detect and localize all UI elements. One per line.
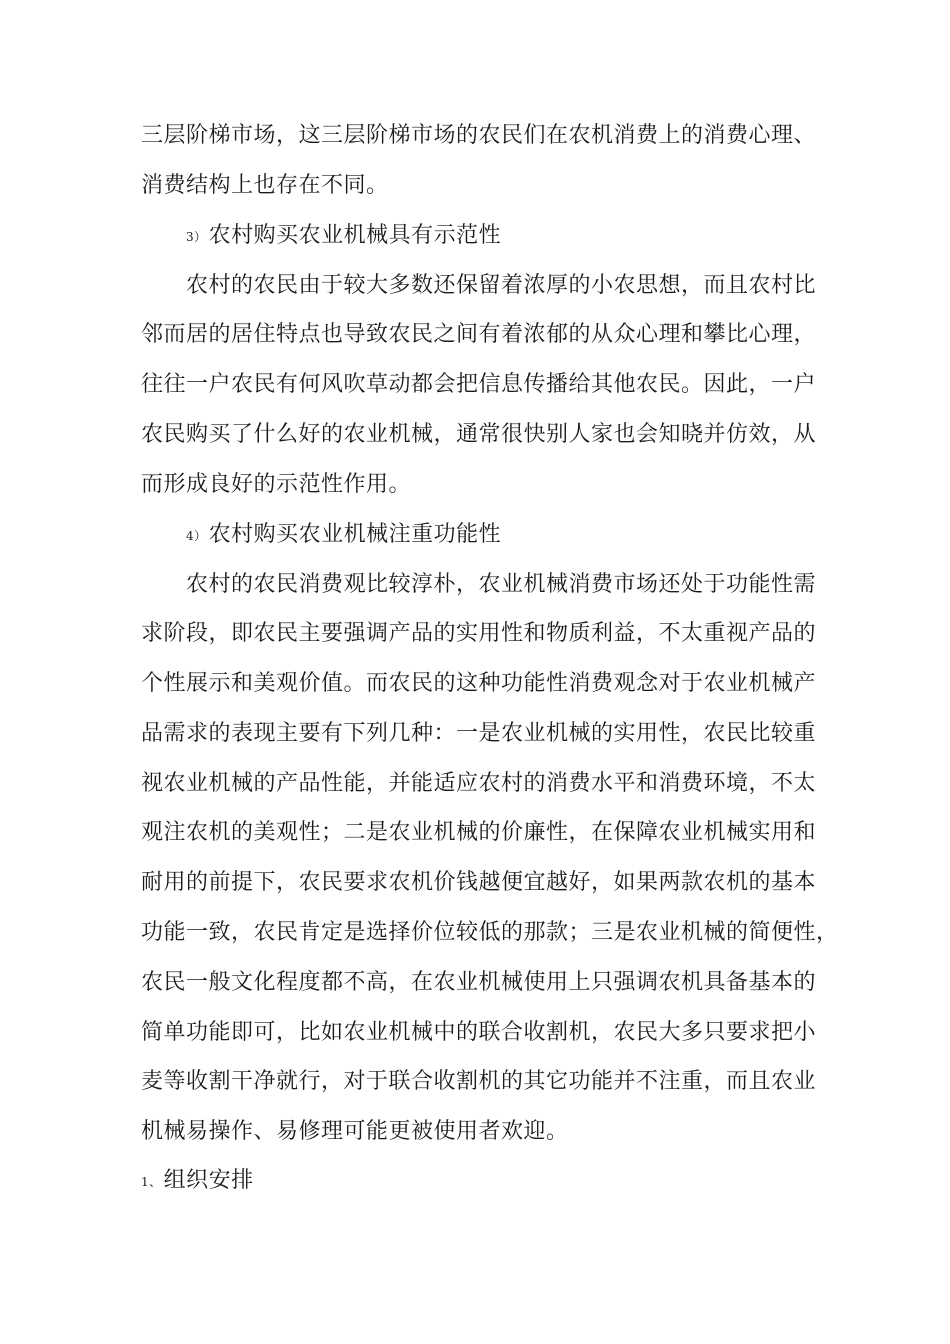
heading-text: 农村购买农业机械注重功能性 (208, 522, 502, 547)
paragraph-line: 品需求的表现主要有下列几种：一是农业机械的实用性，农民比较重 (141, 721, 817, 746)
heading-number: 3） (186, 230, 207, 244)
paragraph-line: 而形成良好的示范性作用。 (141, 472, 412, 497)
paragraph-line: 功能一致，农民肯定是选择价位较低的那款；三是农业机械的简便性， (141, 920, 839, 945)
paragraph-line: 个性展示和美观价值。而农民的这种功能性消费观念对于农业机械产 (141, 671, 817, 696)
paragraph-line: 农民购买了什么好的农业机械，通常很快别人家也会知晓并仿效，从 (141, 422, 817, 447)
paragraph-line: 农村的农民由于较大多数还保留着浓厚的小农思想，而且农村比 (186, 273, 817, 298)
paragraph-line: 耐用的前提下，农民要求农机价钱越便宜越好，如果两款农机的基本 (141, 870, 817, 895)
paragraph-line: 邻而居的居住特点也导致农民之间有着浓郁的从众心理和攀比心理， (141, 322, 817, 347)
paragraph-line: 消费结构上也存在不同。 (141, 173, 389, 198)
paragraph-line: 求阶段，即农民主要强调产品的实用性和物质利益，不太重视产品的 (141, 621, 817, 646)
subheading-4 (186, 520, 501, 551)
subheading-3 (186, 221, 501, 252)
section-title: 组织安排 (163, 1168, 254, 1193)
heading-text: 农村购买农业机械具有示范性 (208, 223, 502, 248)
paragraph-line: 观注农机的美观性；二是农业机械的价廉性，在保障农业机械实用和 (141, 820, 817, 845)
heading-number: 4） (186, 529, 207, 543)
paragraph-line: 往往一户农民有何风吹草动都会把信息传播给其他农民。因此，一户 (141, 372, 817, 397)
paragraph-line: 机械易操作、易修理可能更被使用者欢迎。 (141, 1119, 569, 1144)
paragraph-line: 三层阶梯市场，这三层阶梯市场的农民们在农机消费上的消费心理、 (141, 123, 817, 148)
paragraph-line: 视农业机械的产品性能，并能适应农村的消费水平和消费环境，不太 (141, 771, 817, 796)
paragraph-line: 农民一般文化程度都不高，在农业机械使用上只强调农机具备基本的 (141, 970, 817, 995)
section-heading (141, 1166, 254, 1197)
paragraph-line: 麦等收割干净就行，对于联合收割机的其它功能并不注重，而且农业 (141, 1069, 817, 1094)
section-number: 1、 (141, 1175, 162, 1189)
paragraph-line: 简单功能即可，比如农业机械中的联合收割机，农民大多只要求把小 (141, 1020, 817, 1045)
paragraph-line: 农村的农民消费观比较淳朴，农业机械消费市场还处于功能性需 (186, 572, 817, 597)
